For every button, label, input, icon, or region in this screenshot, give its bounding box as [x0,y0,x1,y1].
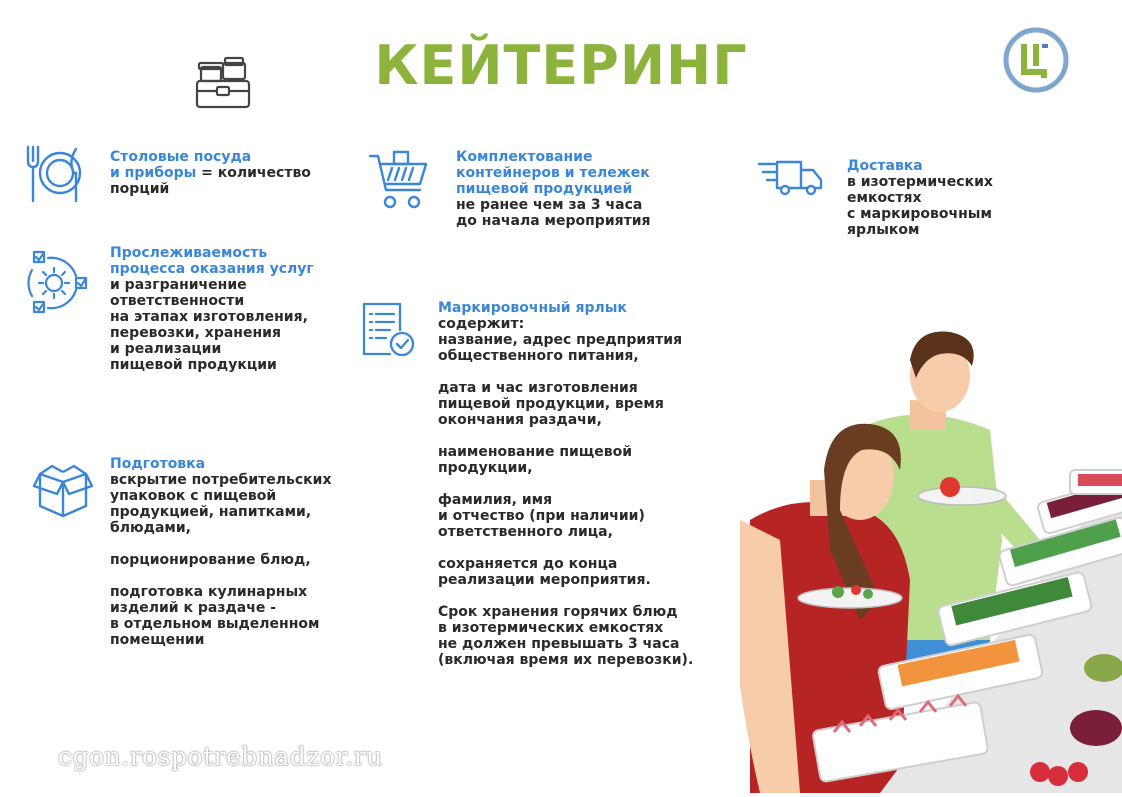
preparation-text-3: продукцией, напитками, [110,504,312,520]
preparation-text-4: блюдами, [110,520,191,536]
delivery-block [847,158,993,238]
page-title: КЕЙТЕРИНГ [374,34,748,97]
serving-ware-title: Столовые посуда [110,149,252,165]
packing-title-2: контейнеров и тележек [456,165,650,181]
traceability-text-3: на этапах изготовления, [110,309,308,325]
serving-ware-block [110,149,311,197]
label-text-6: окончания раздачи, [438,412,602,428]
serving-ware-text: = количество [196,165,311,181]
serving-ware-text-2: порций [110,181,170,197]
gear-checklist-icon [24,250,90,316]
label-text-16: не должен превышать 3 часа [438,636,680,652]
label-text-1: содержит: [438,316,525,332]
traceability-text-5: и реализации [110,341,222,357]
label-text-5: пищевой продукции, время [438,396,664,412]
delivery-title: Доставка [847,158,923,174]
preparation-block [110,456,332,648]
checklist-document-icon [360,300,418,360]
preparation-text-9: помещении [110,632,205,648]
preparation-text-8: в отдельном выделенном [110,616,320,632]
traceability-text-2: ответственности [110,293,245,309]
shopping-cart-icon [368,150,430,212]
label-text-17: (включая время их перевозки). [438,652,694,668]
label-text-11: ответственного лица, [438,524,613,540]
preparation-text-7: изделий к раздаче - [110,600,277,616]
open-box-icon [32,462,94,522]
cgon-logo [1002,26,1070,94]
traceability-text: и разграничение [110,277,247,293]
label-text-14: Срок хранения горячих блюд [438,604,678,620]
delivery-text-2: емкостях [847,190,922,206]
preparation-text-5: порционирование блюд, [110,552,311,568]
packing-text: не ранее чем за 3 часа [456,197,643,213]
label-text-12: сохраняется до конца [438,556,618,572]
traceability-block [110,245,314,373]
preparation-text-2: упаковок с пищевой [110,488,277,504]
traceability-title: Прослеживаемость [110,245,268,261]
buffet-illustration [740,320,1122,797]
packing-title-3: пищевой продукцией [456,181,633,197]
serving-ware-title-2: и приборы [110,165,197,181]
traceability-text-6: пищевой продукции [110,357,277,373]
packing-text-2: до начала мероприятия [456,213,651,229]
preparation-text-6: подготовка кулинарных [110,584,308,600]
label-text-15: в изотермических емкостях [438,620,664,636]
delivery-text-4: ярлыком [847,222,920,238]
label-text-10: и отчество (при наличии) [438,508,645,524]
label-text-3: общественного питания, [438,348,639,364]
label-text-7: наименование пищевой [438,444,633,460]
traceability-text-4: перевозки, хранения [110,325,281,341]
label-block [438,300,693,668]
preparation-title: Подготовка [110,456,206,472]
label-text-9: фамилия, имя [438,492,553,508]
packing-title: Комплектование [456,149,593,165]
food-containers-icon [193,55,253,113]
traceability-title-2: процесса оказания услуг [110,261,314,277]
label-text-8: продукции, [438,460,533,476]
label-title: Маркировочный ярлык [438,300,627,316]
plate-cutlery-icon [24,143,82,205]
label-text-13: реализации мероприятия. [438,572,651,588]
delivery-text: в изотермических [847,174,993,190]
watermark: cgon.rospotrebnadzor.ru [58,742,383,771]
preparation-text-1: вскрытие потребительских [110,472,332,488]
packing-block [456,149,651,229]
label-text-4: дата и час изготовления [438,380,638,396]
label-text-2: название, адрес предприятия [438,332,683,348]
delivery-truck-icon [757,158,827,198]
delivery-text-3: с маркировочным [847,206,992,222]
